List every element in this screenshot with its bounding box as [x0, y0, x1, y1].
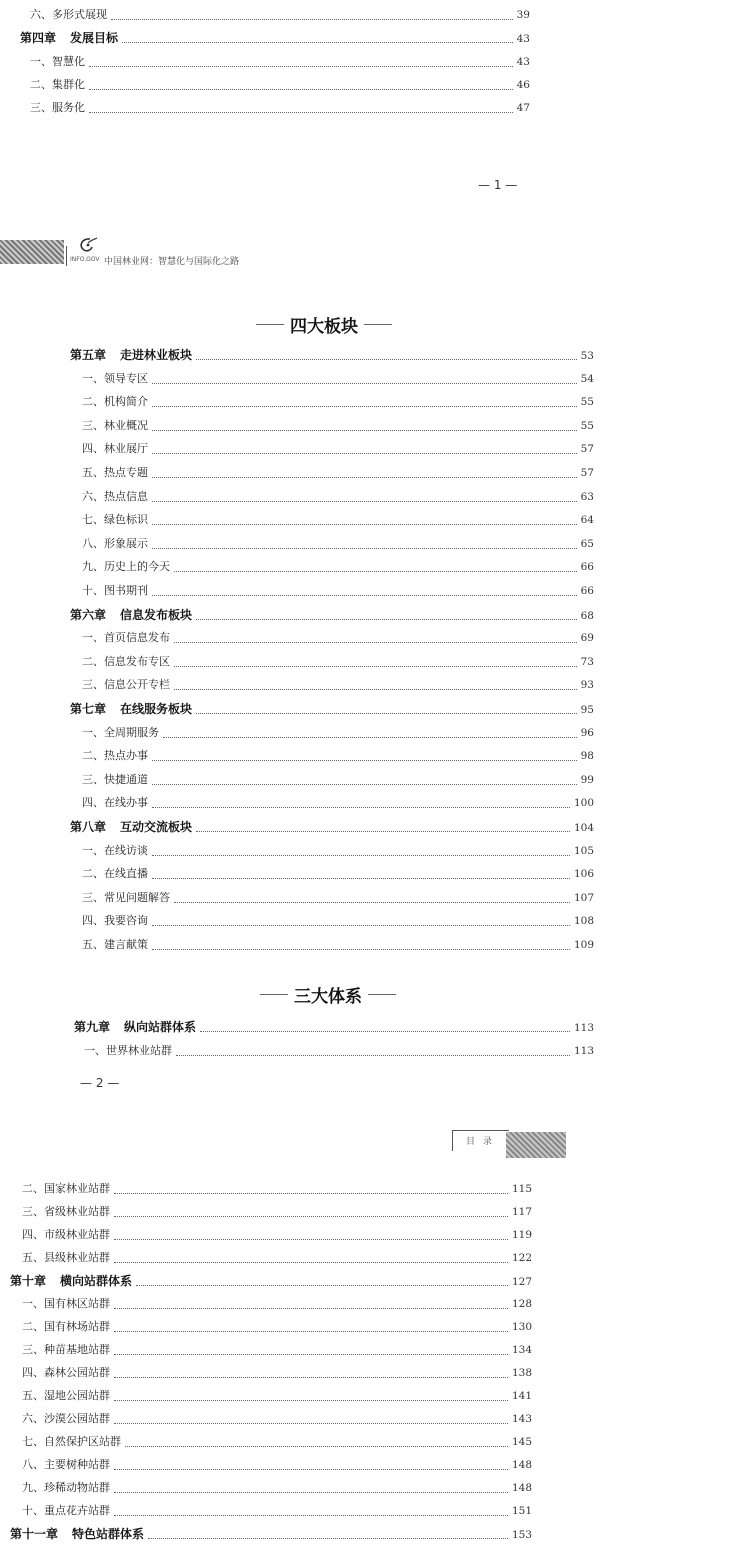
toc-title	[82, 747, 148, 763]
toc-page-number: 57	[580, 443, 594, 456]
toc-title-text: 八、形象展示	[82, 536, 148, 550]
toc-page-number: 141	[511, 1390, 532, 1402]
toc-title-text: 六、多形式展现	[30, 8, 107, 21]
toc-title	[70, 606, 192, 623]
toc-title	[82, 794, 148, 810]
toc-title	[82, 582, 148, 598]
toc-title-text: 三、快捷通道	[82, 772, 148, 786]
chapter-number: 第四章	[20, 31, 57, 46]
title-rule-right	[364, 324, 392, 325]
toc-title	[82, 889, 170, 905]
toc-title	[82, 488, 148, 504]
toc-title	[22, 1341, 110, 1357]
toc-page-number: 143	[511, 1413, 532, 1425]
toc-section-row	[22, 1479, 532, 1501]
toc-section-row	[82, 865, 594, 887]
toc-page-number: 69	[580, 632, 594, 645]
toc-title	[82, 535, 148, 551]
title-rule-left	[260, 994, 288, 995]
leader-dots	[89, 65, 513, 67]
toc-chapter-row	[70, 606, 594, 628]
toc-section-row	[30, 76, 530, 98]
toc-chapter-row	[10, 1272, 532, 1294]
leader-dots	[114, 1215, 508, 1217]
toc-section-row	[82, 747, 594, 769]
toc-page-number: 66	[580, 561, 594, 574]
toc-page-number: 113	[573, 1044, 594, 1057]
toc-page-number: 57	[580, 467, 594, 479]
toc-section-row	[82, 724, 594, 746]
toc-section-row	[82, 417, 594, 439]
toc-title	[30, 6, 107, 22]
toc-page-number: 115	[511, 1183, 532, 1195]
toc-title-text: 三、林业概况	[82, 418, 148, 432]
toc-title-text: 一、智慧化	[30, 54, 85, 68]
toc-title-text: 五、湿地公园站群	[22, 1389, 110, 1402]
chapter-number: 第八章	[70, 820, 107, 834]
toc-title-text: 在线服务板块	[120, 702, 193, 716]
toc-title	[82, 912, 148, 928]
chapter-number: 第十一章	[10, 1527, 59, 1541]
toc-page-number: 55	[580, 419, 594, 432]
toc-page-number: 96	[580, 726, 594, 739]
header-book-title: 中国林业网：智慧化与国际化之路	[104, 257, 240, 267]
toc-title-text: 四、林业展厅	[82, 442, 148, 456]
toc-title-text: 横向站群体系	[60, 1274, 133, 1288]
toc-title	[30, 99, 85, 115]
title-rule-right	[368, 994, 396, 995]
leader-dots	[152, 759, 577, 761]
toc-title	[10, 1272, 132, 1289]
toc-title-text: 走进林业板块	[120, 348, 193, 362]
toc-title-text: 二、热点办事	[82, 749, 148, 763]
toc-title	[84, 1042, 172, 1058]
leader-dots	[136, 1284, 508, 1286]
toc-section-row	[82, 558, 594, 580]
toc-title	[22, 1180, 110, 1196]
toc-page-number: 43	[516, 55, 530, 68]
toc-section-row	[22, 1203, 532, 1225]
toc-page-number: 54	[580, 372, 594, 385]
toc-title	[82, 370, 148, 386]
toc-title-text: 二、国有林场站群	[22, 1320, 110, 1333]
toc-page-number: 53	[580, 350, 594, 362]
toc-title	[20, 29, 118, 46]
toc-title-text: 一、国有林区站群	[22, 1297, 110, 1310]
leader-dots	[114, 1307, 508, 1309]
toc-title-text: 三、省级林业站群	[22, 1205, 110, 1218]
toc-title-text: 二、在线直播	[82, 867, 148, 881]
toc-section-row	[22, 1410, 532, 1432]
toc-page-number: 113	[573, 1022, 594, 1034]
toc-page-number: 104	[573, 822, 594, 834]
leader-dots	[196, 618, 577, 620]
toc-title-text: 四、我要咨询	[82, 914, 148, 928]
chapter-number: 第五章	[70, 348, 107, 362]
toc-title	[22, 1226, 110, 1242]
toc-title-text: 三、种苗基地站群	[22, 1343, 110, 1356]
toc-title-text: 九、珍稀动物站群	[22, 1481, 110, 1494]
toc-page-number: 93	[580, 679, 594, 692]
toc-page-number: 100	[573, 797, 594, 810]
leader-dots	[152, 429, 577, 431]
leader-dots	[152, 523, 577, 525]
toc-title	[82, 464, 148, 480]
toc-page-number: 153	[511, 1529, 532, 1541]
toc-chapter-row	[74, 1018, 594, 1040]
toc-page-number: 107	[573, 891, 594, 904]
toc-title	[82, 417, 148, 433]
toc-title-text: 二、信息发布专区	[82, 654, 170, 668]
toc-title-text: 六、热点信息	[82, 489, 148, 503]
leader-dots	[196, 712, 577, 714]
leader-dots	[111, 18, 513, 20]
toc-section-row	[22, 1341, 532, 1363]
toc-title	[30, 53, 85, 69]
toc-page-number: 73	[580, 655, 594, 668]
section-title-text: 四大板块	[290, 317, 358, 337]
toc-title	[10, 1525, 144, 1542]
toc-chapter-row	[70, 818, 594, 840]
leader-dots	[114, 1192, 508, 1194]
leader-dots	[152, 476, 577, 478]
toc-title-text: 纵向站群体系	[124, 1020, 197, 1034]
toc-title	[82, 629, 170, 645]
toc-page-number: 55	[580, 396, 594, 409]
toc-section-row	[82, 535, 594, 557]
toc-chapter-row	[20, 29, 530, 51]
toc-page-number: 151	[511, 1505, 532, 1517]
leader-dots	[174, 641, 577, 643]
toc-page-number: 98	[580, 750, 594, 763]
toc-title	[82, 558, 170, 574]
toc-title-text: 五、建言献策	[82, 938, 148, 951]
toc-page-number: 148	[511, 1459, 532, 1471]
tab-label: 目录	[466, 1137, 501, 1147]
toc-section-row	[22, 1180, 532, 1202]
toc-page-number: 65	[580, 537, 594, 550]
toc-title	[22, 1410, 110, 1426]
toc-title	[82, 676, 170, 692]
toc-section-row	[82, 370, 594, 392]
toc-page-number: 119	[511, 1229, 532, 1241]
leader-dots	[152, 948, 570, 950]
toc-section-row	[22, 1318, 532, 1340]
chapter-number: 第六章	[70, 607, 107, 622]
site-logo-icon	[76, 236, 98, 254]
toc-title-text: 一、全周期服务	[82, 725, 159, 739]
toc-title	[22, 1249, 110, 1265]
leader-dots	[114, 1514, 508, 1516]
toc-title-text: 十、重点花卉站群	[22, 1504, 110, 1517]
leader-dots	[114, 1261, 508, 1263]
toc-section-row	[84, 1042, 594, 1064]
toc-title	[22, 1502, 110, 1518]
toc-title	[22, 1364, 110, 1380]
toc-page-number: 108	[573, 915, 594, 928]
toc-title-text: 互动交流板块	[120, 820, 193, 834]
leader-dots	[152, 594, 577, 596]
toc-title	[82, 511, 148, 527]
leader-dots	[152, 382, 577, 384]
toc-title-text: 五、县级林业站群	[22, 1251, 110, 1264]
leader-dots	[174, 901, 570, 903]
toc-section-row	[82, 393, 594, 415]
toc-page-number: 68	[580, 609, 594, 622]
toc-title	[74, 1018, 196, 1035]
toc-section-row	[82, 912, 594, 934]
leader-dots	[152, 452, 577, 454]
leader-dots	[114, 1238, 508, 1240]
toc-title-text: 二、国家林业站群	[22, 1182, 110, 1195]
toc-section-row	[22, 1456, 532, 1478]
header-small-logo-text: INFO.GOV	[70, 256, 100, 263]
toc-title	[70, 346, 192, 363]
toc-page-number: 138	[511, 1367, 532, 1379]
toc-title	[82, 653, 170, 669]
header-divider	[66, 246, 67, 266]
toc-section-row	[82, 794, 594, 816]
leader-dots	[89, 88, 513, 90]
toc-title-text: 六、沙漠公园站群	[22, 1412, 110, 1425]
toc-section-row	[30, 53, 530, 75]
toc-page-number: 122	[511, 1252, 532, 1264]
toc-chapter-row	[10, 1525, 532, 1547]
toc-section-row	[82, 676, 594, 698]
toc-page-number: 47	[516, 102, 530, 115]
toc-page-number: 66	[580, 585, 594, 597]
toc-title	[82, 393, 148, 409]
leader-dots	[163, 736, 577, 738]
leader-dots	[152, 783, 577, 785]
toc-title-text: 四、在线办事	[82, 796, 148, 810]
header-pattern	[0, 240, 64, 264]
leader-dots	[196, 358, 577, 360]
section-title-four-sections	[256, 312, 392, 337]
leader-dots	[114, 1330, 508, 1332]
toc-section-row	[82, 629, 594, 651]
page-number-1: — 1 —	[478, 178, 518, 192]
toc-title-text: 发展目标	[70, 31, 119, 46]
toc-title	[82, 842, 148, 858]
toc-page-number: 109	[573, 939, 594, 951]
toc-page-number: 148	[511, 1482, 532, 1494]
toc-title-text: 一、领导专区	[82, 371, 148, 385]
toc-section-row	[22, 1295, 532, 1317]
toc-section-row	[82, 464, 594, 486]
contents-tab	[452, 1128, 566, 1160]
toc-page-number: 128	[511, 1298, 532, 1310]
toc-title-text: 三、服务化	[30, 101, 85, 115]
leader-dots	[152, 924, 570, 926]
leader-dots	[200, 1030, 570, 1032]
toc-page-number: 106	[573, 868, 594, 881]
toc-page-number: 117	[511, 1206, 532, 1218]
section-title-three-systems	[260, 982, 396, 1007]
section-title-text: 三大体系	[294, 987, 362, 1007]
toc-page-number: 63	[580, 490, 594, 503]
leader-dots	[114, 1353, 508, 1355]
toc-title	[22, 1479, 110, 1495]
leader-dots	[152, 500, 577, 502]
toc-title	[82, 724, 159, 740]
chapter-number: 第七章	[70, 702, 107, 716]
toc-section-row	[82, 771, 594, 793]
toc-title	[22, 1318, 110, 1334]
toc-title	[70, 700, 192, 717]
toc-section-row	[82, 511, 594, 533]
toc-page-number: 105	[573, 844, 594, 857]
toc-page-number: 39	[516, 9, 530, 21]
leader-dots	[152, 854, 570, 856]
toc-section-row	[22, 1226, 532, 1248]
leader-dots	[152, 405, 577, 407]
leader-dots	[196, 830, 570, 832]
title-rule-left	[256, 324, 284, 325]
chapter-number: 第十章	[10, 1274, 47, 1288]
toc-title-text: 七、自然保护区站群	[22, 1435, 121, 1448]
toc-title-text: 四、森林公园站群	[22, 1366, 110, 1379]
leader-dots	[122, 41, 513, 43]
toc-title-text: 十、图书期刊	[82, 584, 148, 597]
toc-title	[22, 1456, 110, 1472]
toc-title-text: 八、主要树种站群	[22, 1458, 110, 1471]
toc-section-row	[22, 1249, 532, 1271]
leader-dots	[89, 111, 513, 113]
toc-chapter-row	[70, 700, 594, 722]
toc-title	[22, 1295, 110, 1311]
toc-title	[82, 440, 148, 456]
leader-dots	[114, 1376, 508, 1378]
toc-title-text: 三、信息公开专栏	[82, 678, 170, 692]
toc-title-text: 一、世界林业站群	[84, 1043, 172, 1057]
toc-title-text: 三、常见问题解答	[82, 890, 170, 904]
toc-section-row	[82, 889, 594, 911]
toc-section-row	[22, 1502, 532, 1524]
toc-section-row	[82, 488, 594, 510]
toc-title	[22, 1387, 110, 1403]
toc-title-text: 七、绿色标识	[82, 513, 148, 527]
leader-dots	[114, 1399, 508, 1401]
toc-title	[22, 1433, 121, 1449]
leader-dots	[114, 1468, 508, 1470]
toc-page-number: 145	[511, 1436, 532, 1448]
toc-title	[82, 865, 148, 881]
leader-dots	[176, 1054, 570, 1056]
toc-chapter-row	[70, 346, 594, 368]
leader-dots	[174, 570, 577, 572]
toc-section-row	[82, 653, 594, 675]
toc-section-row	[82, 440, 594, 462]
toc-page-number: 95	[580, 704, 594, 716]
leader-dots	[152, 877, 570, 879]
leader-dots	[152, 806, 570, 808]
toc-section-row	[22, 1364, 532, 1386]
toc-page-number: 99	[580, 773, 594, 786]
toc-page-number: 134	[511, 1344, 532, 1356]
page-number-2: — 2 —	[80, 1076, 120, 1090]
toc-title-text: 九、历史上的今天	[82, 560, 170, 574]
chapter-number: 第九章	[74, 1020, 111, 1034]
toc-page-number: 43	[516, 33, 530, 46]
toc-title	[82, 936, 148, 952]
leader-dots	[125, 1445, 508, 1447]
toc-title	[70, 818, 192, 835]
toc-section-row	[82, 842, 594, 864]
toc-title-text: 特色站群体系	[72, 1527, 145, 1541]
toc-section-row	[82, 936, 594, 958]
toc-section-row	[30, 99, 530, 121]
leader-dots	[174, 688, 577, 690]
tab-pattern	[506, 1132, 566, 1158]
toc-title-text: 二、集群化	[30, 77, 85, 91]
leader-dots	[148, 1537, 508, 1539]
toc-section-row	[82, 582, 594, 604]
page-header	[0, 236, 300, 268]
toc-title-text: 五、热点专题	[82, 466, 148, 479]
leader-dots	[114, 1422, 508, 1424]
toc-page-number: 46	[516, 78, 530, 91]
leader-dots	[152, 547, 577, 549]
toc-page-number: 64	[580, 514, 594, 527]
toc-section-row	[22, 1433, 532, 1455]
toc-page-number: 130	[511, 1321, 532, 1333]
toc-title-text: 二、机构简介	[82, 395, 148, 409]
toc-title-text: 一、在线访谈	[82, 843, 148, 857]
toc-page-number: 127	[511, 1276, 532, 1288]
toc-title	[30, 76, 85, 92]
toc-section-row	[22, 1387, 532, 1409]
toc-title-text: 一、首页信息发布	[82, 631, 170, 645]
toc-section-row	[30, 6, 530, 28]
leader-dots	[114, 1491, 508, 1493]
toc-title	[22, 1203, 110, 1219]
toc-title	[82, 771, 148, 787]
toc-title-text: 信息发布板块	[120, 607, 193, 622]
leader-dots	[174, 665, 577, 667]
toc-title-text: 四、市级林业站群	[22, 1228, 110, 1241]
